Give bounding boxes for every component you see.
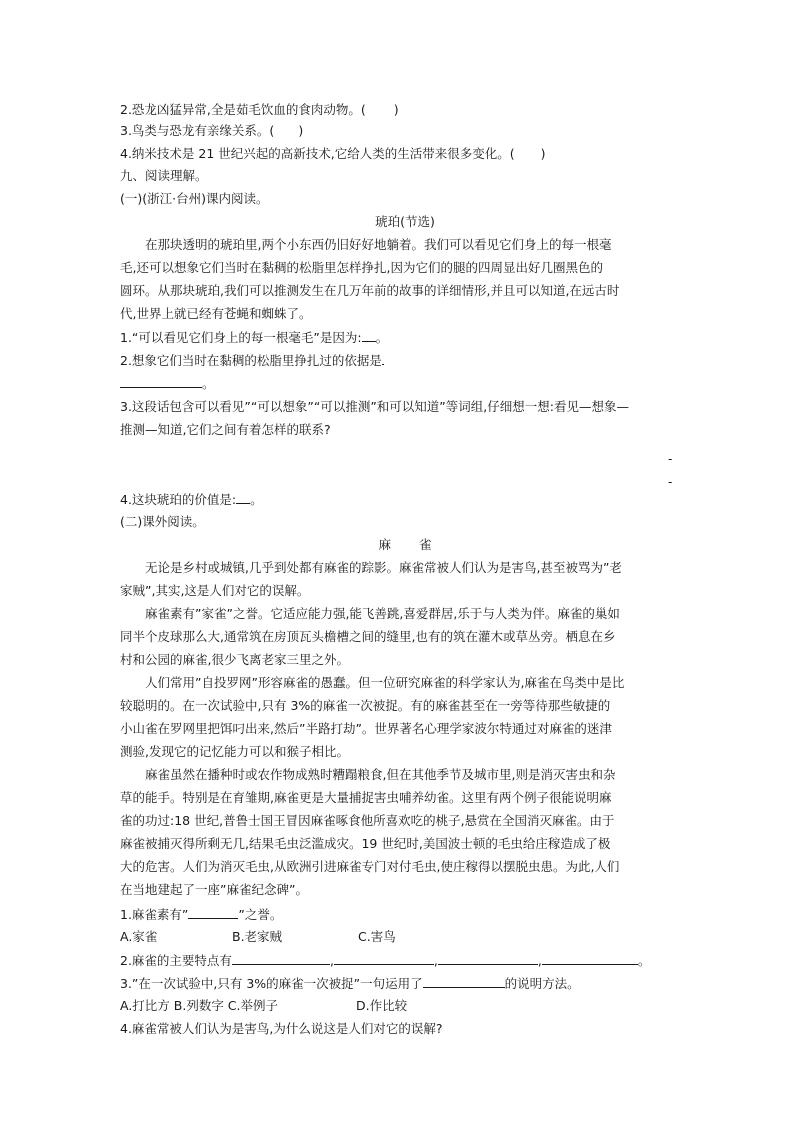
- answer-line-mark: -: [668, 452, 673, 466]
- part1-heading: (一)(浙江·台州)课内阅读。: [120, 191, 269, 206]
- answer-blank[interactable]: [382, 352, 384, 365]
- answer-blank[interactable]: [120, 375, 202, 388]
- option-b[interactable]: B.老家贼: [232, 929, 283, 944]
- passage2-line: 麻雀被捕灭得所剩无几,结果毛虫泛滥成灾。19 世纪时,美国波士顿的毛虫给庄稼造成了极: [120, 836, 611, 851]
- passage1-question-4: 4.这块琥珀的价值是: 。: [120, 492, 263, 507]
- passage2-line: 在当地建起了一座”麻雀纪念碑”。: [120, 882, 308, 897]
- options-abc[interactable]: A.打比方 B.列数字 C.举例子: [120, 998, 279, 1013]
- passage2-line: 麻雀素有”家雀”之誉。它适应能力强,能飞善跳,喜爱群居,乐于与人类为伴。麻雀的巢如: [145, 606, 620, 621]
- answer-blank[interactable]: [542, 952, 638, 965]
- passage1-title: 琥珀(节选): [375, 214, 435, 229]
- passage1-question-1: 1.“可以看见它们身上的每一根毫毛”是因为: 。: [120, 330, 389, 345]
- passage2-line: 家贼”,其实,这是人们对它的误解。: [120, 583, 310, 598]
- judge-question-4: 4.纳米技术是 21 世纪兴起的高新技术,它给人类的生活带来很多变化。( ): [120, 146, 546, 161]
- passage2-line: 村和公园的麻雀,很少飞离老家三里之外。: [120, 652, 349, 667]
- passage2-line: 人们常用”自投罗网”形容麻雀的愚蠢。但一位研究麻雀的科学家认为,麻雀在鸟类中是比: [145, 675, 625, 690]
- answer-blank[interactable]: [438, 952, 538, 965]
- option-c[interactable]: C.害鸟: [358, 929, 396, 944]
- passage2-line: 大的危害。人们为消灭毛虫,从欧洲引进麻雀专门对付毛虫,使庄稼得以摆脱虫患。为此,人们: [120, 859, 620, 874]
- passage2-line: 麻雀虽然在播种时或农作物成熟时糟蹋粮食,但在其他季节及城市里,则是消灭害虫和杂: [145, 767, 616, 782]
- section-heading: 九、阅读理解。: [120, 168, 208, 183]
- answer-blank[interactable]: [236, 491, 250, 504]
- answer-blank[interactable]: [423, 975, 505, 988]
- answer-line-mark: -: [668, 475, 673, 489]
- passage2-question-1-options: [120, 929, 690, 945]
- judge-question-3: 3.鸟类与恐龙有亲缘关系。( ): [120, 123, 304, 138]
- answer-blank[interactable]: [334, 952, 434, 965]
- passage2-line: 较聪明的。在一次试验中,只有 3%的麻雀一次被捉。有的麻雀甚至在一旁等待那些敏捷的: [120, 698, 611, 713]
- answer-blank[interactable]: [188, 906, 238, 919]
- judge-question-2: 2.恐龙凶猛异常,全是茹毛饮血的食肉动物。( ): [120, 102, 399, 117]
- answer-blank[interactable]: [362, 329, 376, 342]
- passage1-line: 在那块透明的琥珀里,两个小东西仍旧好好地躺着。我们可以看见它们身上的每一根毫: [145, 237, 612, 252]
- passage1-line: 毛,还可以想象它们当时在黏稠的松脂里怎样挣扎,因为它们的腿的四周显出好几圈黑色的: [120, 260, 603, 275]
- passage2-line: 同半个皮球那么大,通常筑在房顶瓦头檐槽之间的缝里,也有的筑在灌木或草丛旁。栖息在乡: [120, 629, 616, 644]
- passage2-question-3-options: [120, 998, 690, 1014]
- passage2-line: 无论是乡村或城镇,几乎到处都有麻雀的踪影。麻雀常被人们认为是害鸟,甚至被骂为”老: [145, 560, 622, 575]
- passage1-line: 圆环。从那块琥珀,我们可以推测发生在几万年前的故事的详细情形,并且可以知道,在远古时: [120, 283, 620, 298]
- passage2-question-2: 2.麻雀的主要特点有 , , , 。: [120, 953, 651, 968]
- passage2-question-4: 4.麻雀常被人们认为是害鸟,为什么说这是人们对它的误解?: [120, 1021, 443, 1036]
- answer-blank[interactable]: [232, 952, 330, 965]
- passage1-question-2-continued: 。: [120, 375, 690, 392]
- passage2-line: 测验,发现它的记忆能力可以和猴子相比。: [120, 744, 349, 759]
- passage1-question-3-continued: 推测—知道,它们之间有着怎样的联系?: [120, 422, 331, 437]
- passage2-question-1: 1.麻雀素有” ”之誉。: [120, 907, 283, 922]
- passage2-line: 雀的功过:18 世纪,普鲁士国王冒因麻雀啄食他所喜欢吃的桃子,悬赏在全国消灭麻雀。由于: [120, 813, 615, 828]
- passage2-line: 草的能手。特别是在育雏期,麻雀更是大量捕捉害虫哺养幼雀。这里有两个例子很能说明麻: [120, 790, 612, 805]
- part2-heading: (二)课外阅读。: [120, 514, 205, 529]
- passage1-question-3: 3.这段话包含可以看见”“可以想象”“可以推测”和可以知道”等词组,仔细想一想:看见—想象—: [120, 399, 629, 414]
- option-a[interactable]: A.家雀: [120, 929, 158, 944]
- passage2-question-3: 3.”在一次试验中,只有 3%的麻雀一次被捉”一句运用了 的说明方法。: [120, 976, 580, 991]
- passage2-title: 麻 雀: [378, 537, 432, 552]
- passage1-question-2: 2.想象它们当时在黏稠的松脂里挣扎过的依据是: [120, 353, 382, 368]
- passage2-line: 小山雀在罗网里把饵叼出来,然后”半路打劫”。世界著名心理学家波尔特通过对麻雀的迷津: [120, 721, 612, 736]
- option-d[interactable]: D.作比较: [356, 998, 408, 1013]
- passage1-line: 代,世界上就已经有苍蝇和蜘蛛了。: [120, 306, 312, 321]
